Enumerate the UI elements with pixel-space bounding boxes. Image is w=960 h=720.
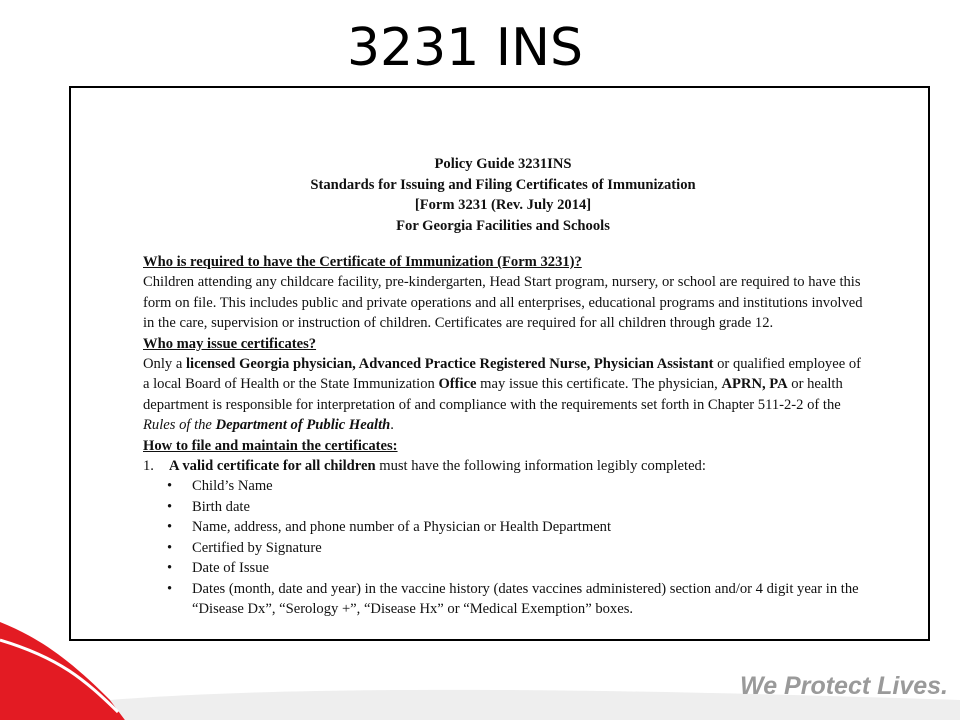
list-item xyxy=(143,517,863,537)
text-span: . xyxy=(390,417,394,434)
list-item xyxy=(143,538,863,558)
bullet-icon: • xyxy=(167,519,173,536)
slide-title: 3231 INS xyxy=(346,18,584,78)
bullet-text: Dates (month, date and year) in the vaccine history (dates vaccines administered) section and/or 4 digit year in the “Disease Dx”, “Serology +”, “Disease Hx” or “Medical Exemption” boxes. xyxy=(192,580,859,617)
header-line-3: [Form 3231 (Rev. July 2014] xyxy=(414,197,592,213)
bullet-icon: • xyxy=(167,560,173,577)
section-heading-who-required: Who is required to have the Certificate of Immunization (Form 3231)? xyxy=(143,254,582,270)
list-item xyxy=(143,558,863,578)
swoosh-red-band xyxy=(0,622,125,720)
text-span: may issue this certificate. The physician, xyxy=(476,376,722,393)
bold-span: Office xyxy=(438,376,477,393)
document-header xyxy=(143,154,863,236)
bullet-text: Name, address, and phone number of a Physician or Health Department xyxy=(192,519,612,536)
bold-italic-span: Department of Public Health xyxy=(215,417,391,434)
bold-span: APRN, PA xyxy=(721,376,788,393)
header-line-1: Policy Guide 3231INS xyxy=(434,156,572,172)
header-line-2: Standards for Issuing and Filing Certificates of Immunization xyxy=(310,176,696,193)
text-span: or health department is responsible for interpretation of and compliance with the requirements set forth in Chapter 511-2-2 of the xyxy=(143,376,843,413)
bullet-text: Date of Issue xyxy=(192,560,269,577)
numbered-item-1 xyxy=(143,456,863,476)
section-text-who-required: Children attending any childcare facility, pre-kindergarten, Head Start program, nursery, or school are required to have this form on file. This includes public and private operations and all enterprises, educational programs and institutions involved in the care, supervision or instruction of children. Certificates are required for all children through grade 12. xyxy=(143,274,863,332)
text-span: or qualified employee of a local Board of Health or the State Immunization xyxy=(143,356,861,393)
item-number: 1. xyxy=(143,458,154,475)
bold-span: licensed Georgia physician, Advanced Practice Registered Nurse, Physician Assistant xyxy=(185,356,714,373)
section-text-who-may-issue xyxy=(143,354,863,436)
bullet-text: Certified by Signature xyxy=(192,539,322,556)
section-heading-who-may-issue: Who may issue certificates? xyxy=(143,335,317,352)
bullet-text: Child’s Name xyxy=(192,478,273,495)
bullet-icon: • xyxy=(167,478,173,495)
policy-document xyxy=(143,154,863,619)
bullet-icon: • xyxy=(167,498,173,515)
bullet-text: Birth date xyxy=(192,498,250,515)
section-heading-how-to-file: How to file and maintain the certificates: xyxy=(143,437,398,454)
tagline: We Protect Lives. xyxy=(740,672,948,700)
item-text xyxy=(169,456,706,476)
header-line-4: For Georgia Facilities and Schools xyxy=(396,217,610,234)
bold-span: A valid certificate for all children xyxy=(169,458,376,475)
italic-span: Rules of the xyxy=(143,417,216,434)
bullet-list xyxy=(143,476,863,619)
list-item xyxy=(143,476,863,496)
document-image-frame xyxy=(69,86,930,641)
footer-swoosh xyxy=(0,600,960,720)
text-span: must have the following information legibly completed: xyxy=(375,458,706,475)
bullet-icon: • xyxy=(167,580,173,597)
bullet-icon: • xyxy=(167,539,173,556)
text-span: Only a xyxy=(143,356,186,373)
list-item xyxy=(143,497,863,517)
